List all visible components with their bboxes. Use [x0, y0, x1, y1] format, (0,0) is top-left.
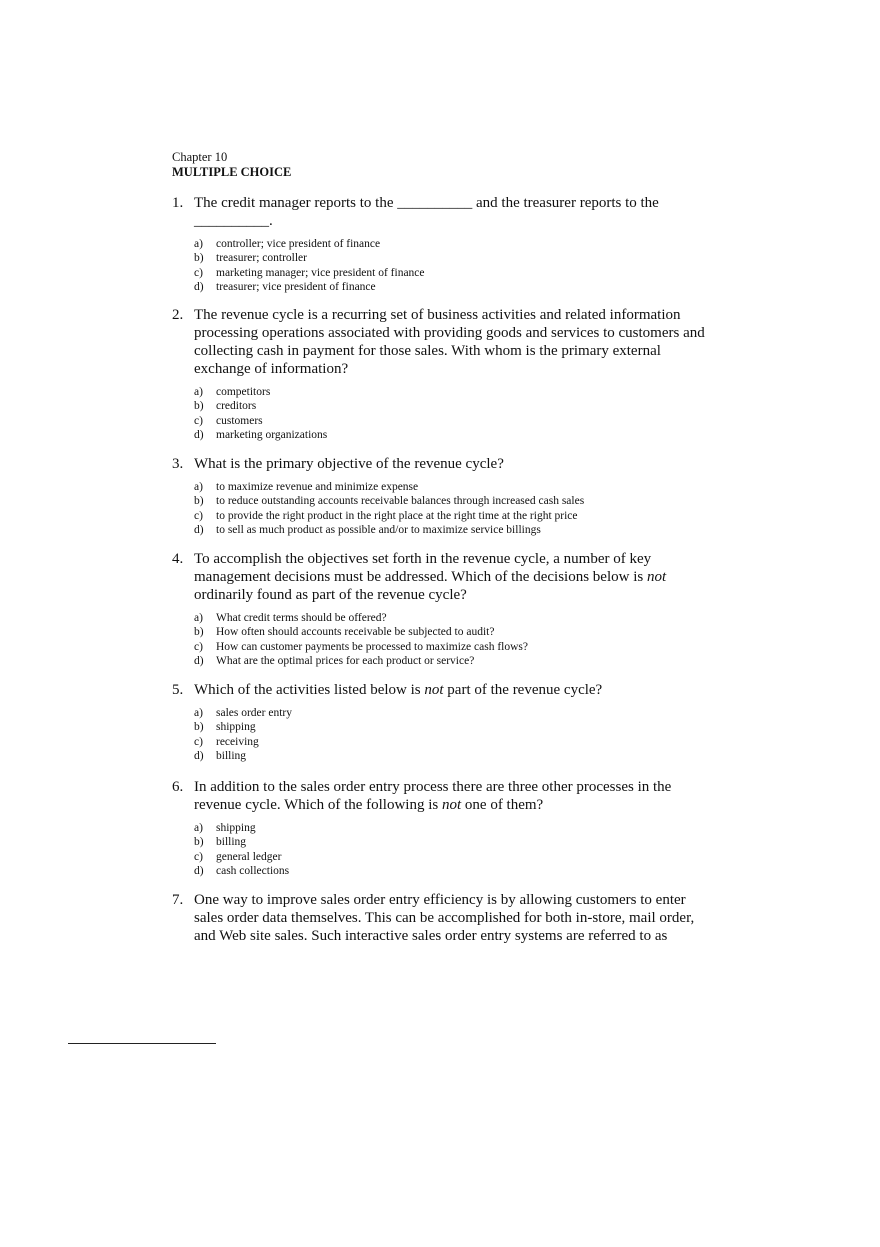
answer-option — [194, 428, 712, 442]
answer-option — [194, 720, 712, 734]
question-number: 4. — [172, 551, 184, 567]
option-letter: b) — [194, 721, 204, 734]
question-text — [194, 891, 712, 945]
option-text: treasurer; vice president of finance — [216, 280, 376, 293]
option-letter: a) — [194, 481, 203, 493]
answer-options — [194, 611, 712, 668]
option-text: receiving — [216, 735, 259, 748]
answer-option — [194, 654, 712, 668]
question-text-part: The revenue cycle is a recurring set of business activities and related information processing operations associated with providing goods and services to customers and collecting cash in payment for those sales. With whom is the primary external exchange of information? — [194, 307, 705, 377]
option-letter: a) — [194, 386, 203, 398]
option-text: What are the optimal prices for each product or service? — [216, 654, 475, 667]
option-text: sales order entry — [216, 707, 292, 719]
option-text: How can customer payments be processed to maximize cash flows? — [216, 640, 528, 653]
option-text: shipping — [216, 721, 256, 734]
answer-option — [194, 494, 712, 508]
answer-option — [194, 611, 712, 625]
question-text-part: one of them? — [461, 797, 544, 813]
question-text-part: Which of the activities listed below is — [194, 682, 425, 698]
answer-option — [194, 523, 712, 537]
option-text: marketing organizations — [216, 428, 328, 441]
option-text: How often should accounts receivable be subjected to audit? — [216, 626, 495, 639]
option-letter: c) — [194, 735, 203, 748]
answer-option — [194, 835, 712, 849]
answer-option — [194, 480, 712, 494]
emphasis-text: not — [646, 569, 667, 585]
option-text: to maximize revenue and minimize expense — [216, 481, 419, 493]
question-text-part: To accomplish the objectives set forth in the revenue cycle, a number of key management decisions must be addressed. Which of the decisions below is — [194, 551, 652, 585]
option-text: creditors — [216, 400, 257, 413]
question-number: 6. — [172, 779, 184, 795]
question-text — [194, 681, 712, 699]
answer-option — [194, 640, 712, 654]
question-number: 1. — [172, 195, 184, 211]
answer-option — [194, 266, 712, 280]
question-7 — [172, 891, 712, 945]
answer-option — [194, 821, 712, 835]
question-text-part: The credit manager reports to the __________ and the treasurer reports to the __________. — [194, 195, 659, 229]
answer-options — [194, 385, 712, 442]
option-letter: a) — [194, 238, 203, 250]
option-text: treasurer; controller — [216, 252, 307, 265]
answer-option — [194, 749, 712, 763]
footnote-separator — [68, 1043, 216, 1044]
answer-options — [194, 821, 712, 878]
answer-option — [194, 251, 712, 265]
answer-option — [194, 509, 712, 523]
option-letter: a) — [194, 822, 203, 834]
question-4 — [172, 550, 712, 668]
option-text: billing — [216, 836, 247, 849]
question-text — [194, 455, 712, 473]
option-letter: d) — [194, 864, 204, 877]
question-1 — [172, 194, 712, 294]
answer-options — [194, 237, 712, 294]
option-letter: b) — [194, 400, 204, 413]
emphasis-text: not — [424, 682, 444, 698]
option-text: to provide the right product in the right place at the right time at the right price — [216, 509, 578, 522]
question-number: 5. — [172, 682, 184, 698]
question-text-part: What is the primary objective of the revenue cycle? — [194, 456, 504, 472]
option-text: to sell as much product as possible and/or to maximize service billings — [216, 523, 541, 536]
answer-option — [194, 706, 712, 720]
option-letter: a) — [194, 612, 203, 624]
option-letter: d) — [194, 523, 204, 536]
option-letter: c) — [194, 850, 203, 863]
answer-option — [194, 735, 712, 749]
question-text — [194, 778, 712, 814]
answer-option — [194, 850, 712, 864]
answer-option — [194, 385, 712, 399]
question-text-part: In addition to the sales order entry process there are three other processes in the revenue cycle. Which of the following is — [194, 779, 672, 813]
option-letter: c) — [194, 509, 203, 522]
question-text — [194, 550, 712, 604]
option-letter: c) — [194, 414, 203, 427]
answer-options — [194, 706, 712, 763]
answer-options — [194, 480, 712, 537]
emphasis-text: not — [441, 797, 462, 813]
answer-option — [194, 280, 712, 294]
question-number: 3. — [172, 456, 184, 472]
answer-option — [194, 864, 712, 878]
option-text: shipping — [216, 822, 256, 834]
answer-option — [194, 399, 712, 413]
option-text: general ledger — [216, 850, 282, 863]
question-number: 2. — [172, 307, 184, 323]
option-text: billing — [216, 749, 247, 762]
question-text-part: part of the revenue cycle? — [443, 682, 603, 698]
question-text-part: ordinarily found as part of the revenue cycle? — [194, 587, 467, 603]
question-text — [194, 194, 712, 230]
option-letter: c) — [194, 266, 203, 279]
option-text: What credit terms should be offered? — [216, 612, 387, 624]
option-letter: b) — [194, 836, 204, 849]
option-text: customers — [216, 414, 263, 427]
option-letter: d) — [194, 749, 204, 762]
question-5 — [172, 681, 712, 763]
option-letter: b) — [194, 252, 204, 265]
option-text: marketing manager; vice president of finance — [216, 266, 425, 279]
option-text: to reduce outstanding accounts receivable balances through increased cash sales — [216, 495, 585, 508]
answer-option — [194, 625, 712, 639]
option-text: cash collections — [216, 864, 290, 877]
question-3 — [172, 455, 712, 537]
option-letter: b) — [194, 626, 204, 639]
option-letter: a) — [194, 707, 203, 719]
chapter-label: Chapter 10 — [172, 150, 228, 164]
option-letter: d) — [194, 428, 204, 441]
question-text — [194, 306, 712, 378]
answer-option — [194, 414, 712, 428]
answer-option — [194, 237, 712, 251]
question-text-part: One way to improve sales order entry efficiency is by allowing customers to enter sales order data themselves. This can be accomplished for both in-store, mail order, and Web site sales. Such interactive sales order entry systems are referred to as — [194, 892, 695, 944]
question-number: 7. — [172, 892, 184, 908]
option-letter: d) — [194, 654, 204, 667]
question-2 — [172, 306, 712, 442]
section-heading: MULTIPLE CHOICE — [172, 165, 292, 179]
question-6 — [172, 778, 712, 878]
option-letter: c) — [194, 640, 203, 653]
option-letter: b) — [194, 495, 204, 508]
option-text: controller; vice president of finance — [216, 238, 381, 250]
option-text: competitors — [216, 386, 271, 398]
option-letter: d) — [194, 280, 204, 293]
